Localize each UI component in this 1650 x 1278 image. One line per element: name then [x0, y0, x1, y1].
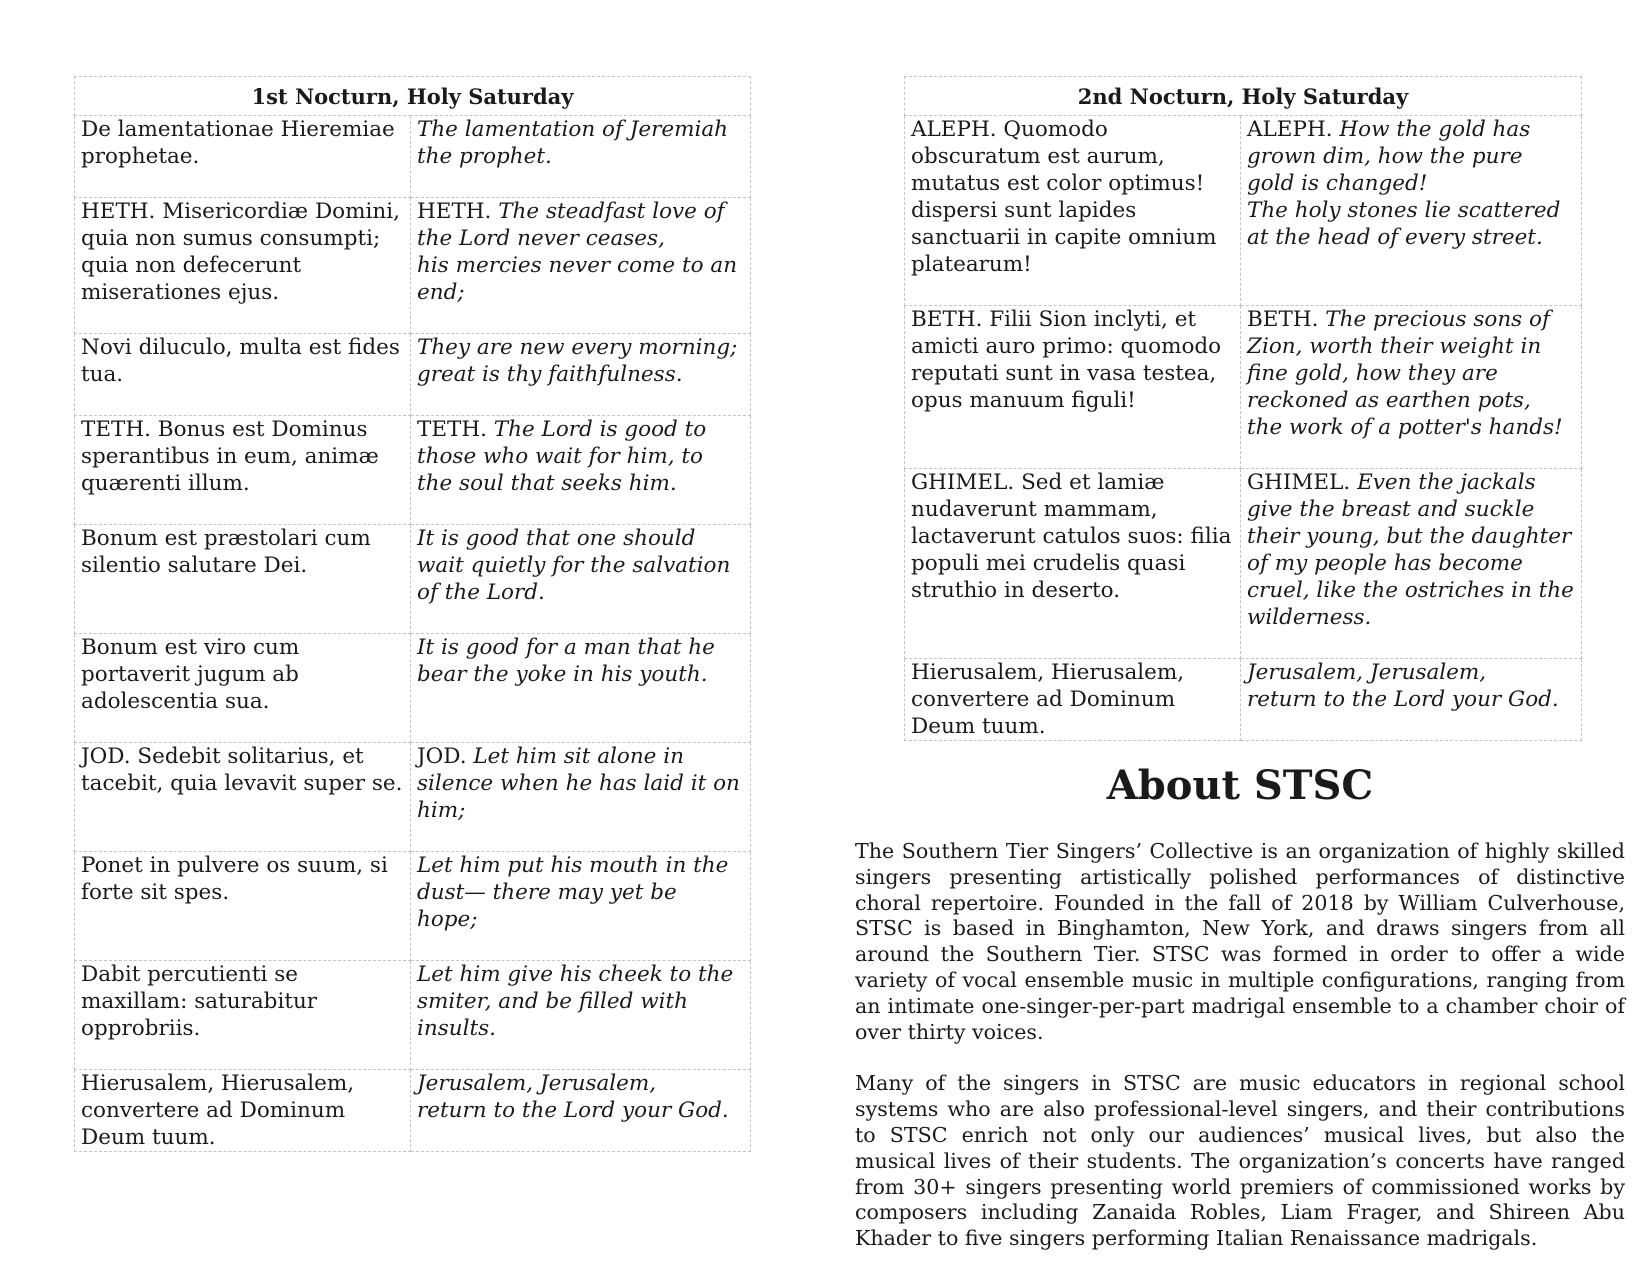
- english-cell: [411, 334, 751, 416]
- first-nocturn-table: [74, 76, 751, 1152]
- latin-cell: [75, 116, 411, 198]
- verse-row: [75, 852, 751, 961]
- english-translation: [417, 634, 744, 715]
- english-cell: [411, 1070, 751, 1152]
- verse-row: [75, 416, 751, 525]
- english-text: It is good that one should wait quietly for the salvation of the Lord.: [417, 526, 731, 605]
- english-cell: [1241, 116, 1582, 306]
- verse-row: [75, 743, 751, 852]
- english-cell: [411, 525, 751, 634]
- english-text: The precious sons of Zion, worth their weight in fine gold, how they are reckoned as earthen pots, the work of a potter's hands!: [1247, 307, 1563, 440]
- latin-text: GHIMEL. Sed et lamiæ nudaverunt mammam, lactaverunt catulos suos: filia populi mei crudelis quasi struthio in deserto.: [911, 470, 1232, 603]
- english-translation: [417, 334, 744, 415]
- latin-text: Hierusalem, Hierusalem, convertere ad Dominum Deum tuum.: [911, 660, 1185, 739]
- latin-cell: [75, 1070, 411, 1152]
- second-nocturn-table: [904, 76, 1582, 741]
- latin-text: Bonum est præstolari cum silentio salutare Dei.: [81, 526, 371, 578]
- latin-cell: [75, 198, 411, 334]
- english-translation: [417, 852, 744, 960]
- latin-cell: [75, 743, 411, 852]
- verse-row: [75, 634, 751, 743]
- english-cell: [411, 198, 751, 334]
- latin-cell: [75, 416, 411, 525]
- latin-text: ALEPH. Quomodo obscuratum est aurum, mutatus est color optimus! dispersi sunt lapides sanctuarii in capite omnium platearum!: [911, 117, 1217, 277]
- letter-lead: TETH.: [417, 417, 494, 442]
- latin-text: JOD. Sedebit solitarius, et tacebit, quia levavit super se.: [81, 744, 403, 796]
- verse-row: [905, 659, 1582, 741]
- english-cell: [411, 416, 751, 525]
- english-text: The Lord is good to those who wait for him, to the soul that seeks him.: [417, 417, 707, 496]
- second-nocturn-title: 2nd Nocturn, Holy Saturday: [905, 77, 1582, 116]
- about-body: [855, 839, 1625, 1278]
- latin-cell: [905, 659, 1241, 741]
- english-translation: [417, 116, 744, 197]
- english-text: It is good for a man that he bear the yoke in his youth.: [417, 635, 715, 687]
- english-cell: [1241, 659, 1582, 741]
- verse-row: [75, 116, 751, 198]
- english-translation: [1247, 469, 1575, 658]
- english-translation: [417, 198, 744, 333]
- english-cell: [1241, 469, 1582, 659]
- latin-text: Ponet in pulvere os suum, si forte sit spes.: [81, 853, 388, 905]
- english-text: They are new every morning; great is thy faithfulness.: [417, 335, 738, 387]
- latin-text: Bonum est viro cum portaverit jugum ab adolescentia sua.: [81, 635, 300, 714]
- about-paragraph: Many of the singers in STSC are music educators in regional school systems who are also professional-level singers, and their contributions to STSC enrich not only our audiences’ musical lives, but also the musical lives of their students. The organization’s concerts have ranged from 30+ singers presenting world premiers of commissioned works by composers including Zanaida Robles, Liam Frager, and Shireen Abu Khader to five singers performing Italian Renaissance madrigals.: [855, 1071, 1625, 1251]
- latin-cell: [75, 334, 411, 416]
- english-cell: [411, 852, 751, 961]
- english-translation: [417, 525, 744, 633]
- letter-lead: JOD.: [417, 744, 474, 769]
- verse-row: [75, 334, 751, 416]
- latin-text: BETH. Filii Sion inclyti, et amicti auro primo: quomodo reputati sunt in vasa testea, opus manuum figuli!: [911, 307, 1222, 413]
- verse-row: [75, 525, 751, 634]
- english-cell: [411, 961, 751, 1070]
- latin-cell: [75, 852, 411, 961]
- english-text: Even the jackals give the breast and suckle their young, but the daughter of my people has become cruel, like the ostriches in the wilderness.: [1247, 470, 1574, 630]
- verse-row: [905, 469, 1582, 659]
- verse-row: [75, 1070, 751, 1152]
- english-text: The steadfast love of the Lord never ceases, his mercies never come to an end;: [417, 199, 738, 305]
- english-text: How the gold has grown dim, how the pure gold is changed! The holy stones lie scattered at the head of every street.: [1247, 117, 1561, 250]
- latin-cell: [75, 961, 411, 1070]
- verse-row: [905, 306, 1582, 469]
- english-translation: [417, 743, 744, 851]
- english-text: Jerusalem, Jerusalem, return to the Lord your God.: [417, 1071, 729, 1123]
- latin-cell: [905, 116, 1241, 306]
- english-cell: [411, 116, 751, 198]
- latin-text: De lamentationae Hieremiae prophetae.: [81, 117, 395, 169]
- letter-lead: HETH.: [417, 199, 499, 224]
- english-translation: [417, 416, 744, 524]
- english-text: Let him put his mouth in the dust— there may yet be hope;: [417, 853, 729, 932]
- english-translation: [417, 1070, 744, 1124]
- latin-cell: [905, 469, 1241, 659]
- first-nocturn-title: 1st Nocturn, Holy Saturday: [75, 77, 751, 116]
- english-translation: [1247, 116, 1575, 278]
- letter-lead: GHIMEL.: [1247, 470, 1358, 495]
- verse-row: [905, 116, 1582, 306]
- english-translation: [1247, 306, 1575, 468]
- verse-row: [75, 961, 751, 1070]
- english-text: Let him sit alone in silence when he has laid it on him;: [417, 744, 740, 823]
- letter-lead: BETH.: [1247, 307, 1326, 332]
- latin-text: Hierusalem, Hierusalem, convertere ad Dominum Deum tuum.: [81, 1071, 355, 1150]
- letter-lead: ALEPH.: [1247, 117, 1340, 142]
- latin-cell: [905, 306, 1241, 469]
- english-text: Let him give his cheek to the smiter, and be filled with insults.: [417, 962, 734, 1041]
- latin-text: Novi diluculo, multa est fides tua.: [81, 335, 400, 387]
- english-cell: [411, 634, 751, 743]
- latin-text: TETH. Bonus est Dominus sperantibus in eum, animæ quærenti illum.: [81, 417, 379, 496]
- latin-text: HETH. Misericordiæ Domini, quia non sumus consumpti; quia non defecerunt miserationes ejus.: [81, 199, 400, 305]
- about-paragraph: The Southern Tier Singers’ Collective is an organization of highly skilled singers presenting artistically polished performances of distinctive choral repertoire. Founded in the fall of 2018 by William Culverhouse, STSC is based in Binghamton, New York, and draws singers from all around the Southern Tier. STSC was formed in order to offer a wide variety of vocal ensemble music in multiple configurations, ranging from an intimate one-singer-per-part madrigal ensemble to a chamber choir of over thirty voices.: [855, 839, 1625, 1044]
- english-translation: [417, 961, 744, 1069]
- latin-cell: [75, 525, 411, 634]
- latin-text: Dabit percutienti se maxillam: saturabitur opprobriis.: [81, 962, 318, 1041]
- english-cell: [411, 743, 751, 852]
- latin-cell: [75, 634, 411, 743]
- verse-row: [75, 198, 751, 334]
- english-cell: [1241, 306, 1582, 469]
- english-translation: [1247, 659, 1575, 713]
- about-title: About STSC: [1106, 762, 1374, 809]
- english-text: Jerusalem, Jerusalem, return to the Lord your God.: [1247, 660, 1559, 712]
- english-text: The lamentation of Jeremiah the prophet.: [417, 117, 729, 169]
